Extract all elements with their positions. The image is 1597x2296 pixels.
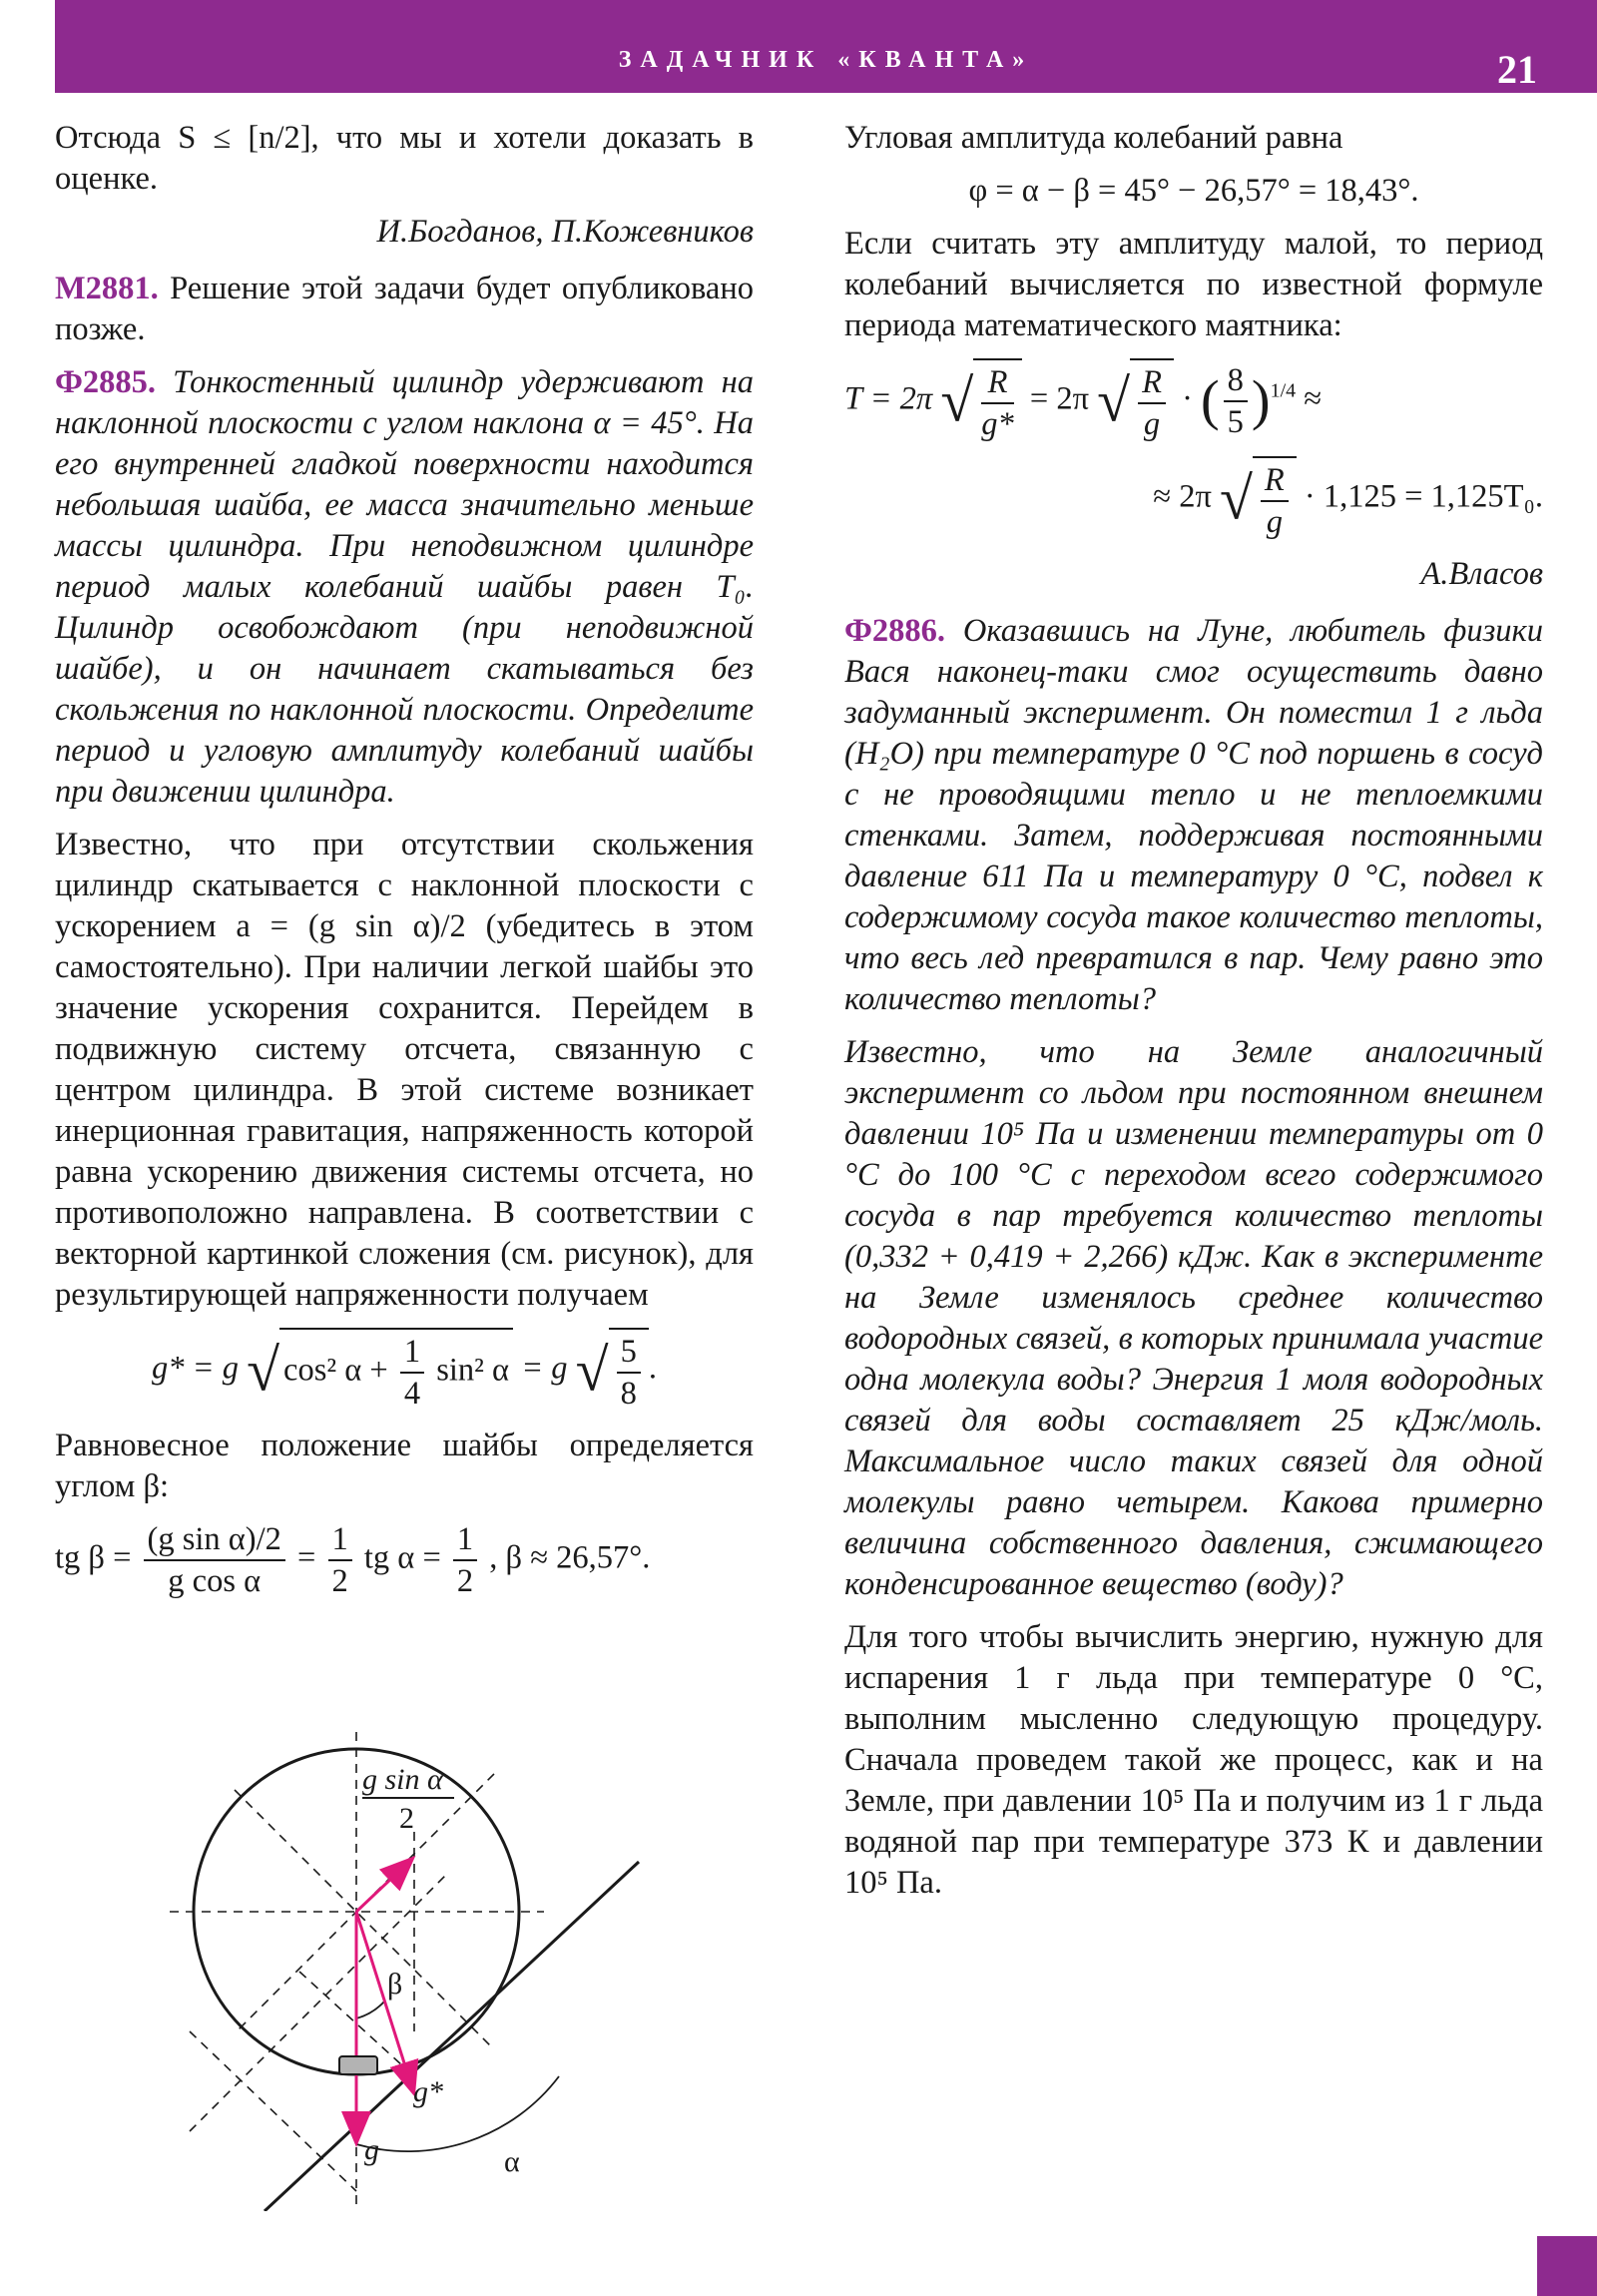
solution-paragraph: Для того чтобы вычислить энергию, нужную для испарения 1 г льда при температуре 0 °C, выполним мысленно следующую процедуру. Сначала проведем такой же процесс, как и на Земле, при давлении 10⁵ Па и получим из 1 г льда водяной пар при температуре 373 К и давлении 10⁵ Па. [844,1619,1543,1901]
equation-period-result [844,456,1543,542]
problem-f2886 [844,611,1543,1020]
eq-part: . [648,1350,657,1387]
page-header [55,0,1597,93]
frac-den: 4 [403,1376,421,1412]
fraction [1138,362,1166,444]
alpha-arc [356,2076,559,2151]
author-line: А.Власов [1420,556,1543,592]
incline-line [265,1862,639,2211]
equation-period: T = 2π √ $\frac{R}{g*}$ = 2π √ $\frac{R}{g}$ · ( $\frac{8}{5}$ )$^{1/4}$ ≈ [844,358,1543,444]
fraction [1224,360,1248,442]
fraction [144,1519,285,1601]
equation-g-star [55,1328,754,1414]
label-alpha: α [504,2145,520,2178]
eq-part: sin² α [436,1352,510,1389]
problem-text: Решение этой задачи будет опубликовано позже. [55,271,754,347]
label-g: g [364,2133,379,2166]
problem-label: Ф2885. [55,364,157,400]
eq-part: ≈ 2π [1153,478,1212,515]
fraction [981,362,1014,444]
problem-f2885 [55,362,754,813]
eq-part: ≈ [1304,380,1323,417]
label-two: 2 [399,1802,414,1835]
fraction [453,1519,477,1601]
frac-num: R [1261,460,1289,502]
eq-part: tg α = [363,1539,441,1576]
right-column [844,118,1543,1916]
fraction [617,1332,641,1414]
journal-section-title: ЗАДАЧНИК «КВАНТА» [618,47,1034,73]
page-number: 21 [1497,47,1537,92]
problem-m2881 [55,269,754,350]
label-g-star: g* [413,2075,443,2108]
guide-line [190,2031,356,2191]
problem-f2886-continued: Известно, что на Земле аналогичный эксперимент со льдом при постоянном внешнем давлении 10⁵ Па и изменении температуры от 0 °C до 100 °C с переходом всего содержимого сосуда в пар требуется количество теплоты (0,332 + 0,419 + 2,266) кДж. Как в эксперименте на Земле изменялось среднее количество водородных связей, в которых принимала участие одна молекула воды? Энергия 1 моля водородных связей для воды составляет 25 кДж/моль. Максимальное число таких связей для одной молекулы равно четырем. Какова примерно величина собственного давления, сжимающего конденсированное вещество (воду)? [844,1034,1543,1602]
problem-text: Тонкостенный цилиндр удерживают на наклонной плоскости с углом наклона α = 45°. На его внутренней гладкой поверхности находится небольшая шайба, ее масса значительно меньше массы цилиндра. При неподвижном цилиндре период малых колебаний шайбы равен T₀. Цилиндр освобождают (при неподвижной шайбе), и он начинает скатываться без скольжения по наклонной плоскости. Определите период и угловую амплитуду колебаний шайбы при движении цилиндра. [55,364,754,810]
author-line: И.Богданов, П.Кожевников [376,214,754,250]
proof-ending: Отсюда S ≤ [n/2], что мы и хотели доказать в оценке. [55,120,754,197]
frac-num: (g sin α)/2 [144,1519,285,1561]
fraction [400,1332,424,1414]
eq-part: cos² α + [283,1352,388,1389]
solution-paragraph: Если считать эту амплитуду малой, то период колебаний вычисляется по известной формуле периода математического маятника: [844,226,1543,343]
frac-den: g* [981,406,1014,442]
exponent: 1/4 [1270,379,1297,402]
frac-den: g [1143,406,1161,442]
diagonal-axis-1 [235,1790,494,2049]
eq-part: = [297,1539,316,1576]
eq-part: g* = g [152,1350,239,1387]
eq-part: · 1,125 = 1,125T₀. [1304,478,1543,515]
label-g-sin-alpha: g sin α [362,1763,443,1796]
equation-tg-beta [55,1519,754,1601]
problem-label: Ф2886. [844,613,946,649]
eq-part: = 2π [1029,380,1090,417]
equation-phi: φ = α − β = 45° − 26,57° = 18,43°. [968,173,1419,209]
eq-part: , β ≈ 26,57°. [489,1539,651,1576]
frac-den: g cos α [168,1563,262,1599]
frac-den: 2 [456,1563,474,1599]
puck [339,2056,377,2074]
vector-g-sin-alpha [356,1860,411,1912]
frac-num: 1 [453,1519,477,1561]
sqrt: √ $\frac{R}{g}$ [1097,358,1174,444]
frac-den: g [1266,504,1283,540]
eq-part: = g [521,1350,568,1387]
sqrt: √ $\frac{R}{g}$ [1220,456,1297,542]
frac-num: R [1138,362,1166,404]
eq-part: tg β = [55,1539,132,1576]
solution-paragraph: Равновесное положение шайбы определяется углом β: [55,1428,754,1504]
eq-part: · [1182,380,1193,417]
label-beta: β [387,1968,403,2001]
frac-den: 2 [331,1563,348,1599]
eq-part: T = 2π [844,380,933,417]
sqrt: √ $\frac{R}{g*}$ [940,358,1021,444]
frac-num: R [981,362,1014,404]
frac-den: 5 [1227,404,1244,440]
beta-arc [356,2002,384,2018]
frac-num: 8 [1224,360,1248,402]
solution-paragraph: Угловая амплитуда колебаний равна [844,120,1343,156]
frac-num: 1 [400,1332,424,1374]
sqrt: √ cos² α + $\frac{1}{4}$ sin² α [247,1328,513,1414]
problem-label: М2881. [55,271,159,306]
frac-num: 5 [617,1332,641,1374]
guide-line [190,1872,449,2131]
frac-num: 1 [328,1519,352,1561]
fraction [1261,460,1289,542]
cylinder-diagram [150,1732,669,2211]
page-corner-tab [1537,2236,1597,2296]
sqrt: √ $\frac{5}{8}$ [576,1328,649,1414]
problem-text: Оказавшись на Луне, любитель физики Вася наконец-таки смог осуществить давно задуманный эксперимент. Он поместил 1 г льда (H₂O) при температуре 0 °C под поршень в сосуд с не проводящими тепло и не теплоемкими стенками. Затем, поддерживая постоянными давление 611 Па и температуру 0 °C, подвел к содержимому сосуда такое количество теплоты, что весь лед превратился в пар. Чему равно это количество теплоты? [844,613,1543,1017]
left-column [55,118,754,1613]
frac-den: 8 [620,1376,637,1412]
fraction [328,1519,352,1601]
solution-paragraph: Известно, что при отсутствии скольжения цилиндр скатывается с наклонной плоскости с ускорением a = (g sin α)/2 (убедитесь в этом самостоятельно). При наличии легкой шайбы это значение ускорения сохранится. Перейдем в подвижную систему отсчета, связанную с центром цилиндра. В этой системе возникает инерционная гравитация, напряженность которой равна ускорению движения системы отсчета, но противоположно направлена. В соответствии с векторной картинкой сложения (см. рисунок), для результирующей напряженности получаем [55,827,754,1313]
